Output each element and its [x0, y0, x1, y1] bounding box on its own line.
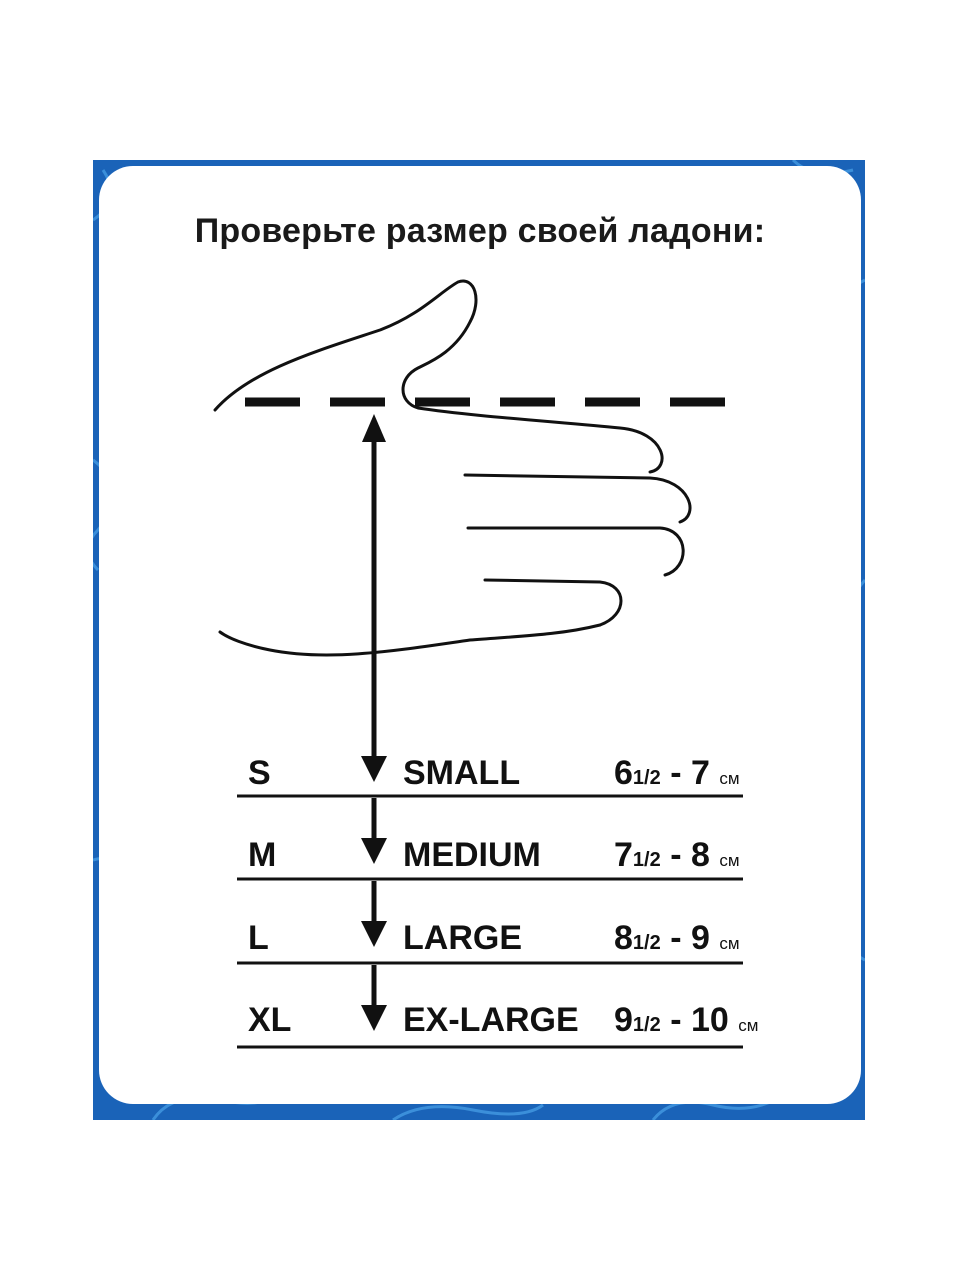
- size-code: XL: [248, 1001, 292, 1039]
- hand-outline-top: [215, 281, 662, 472]
- range-unit: см: [719, 769, 740, 788]
- range-from: 9: [614, 1001, 633, 1039]
- size-range: [614, 1003, 758, 1037]
- palm-bottom: [220, 625, 600, 655]
- range-to: 10: [690, 1001, 729, 1039]
- arrow-head-s: [361, 756, 387, 782]
- range-dash: -: [670, 836, 682, 874]
- finger-index: [465, 475, 690, 522]
- range-unit: см: [738, 1016, 759, 1035]
- range-dash: -: [670, 919, 682, 957]
- size-code: S: [248, 754, 271, 792]
- size-range: [614, 756, 740, 790]
- range-from: 8: [614, 919, 633, 957]
- size-name: SMALL: [403, 754, 521, 792]
- range-fraction: 1/2: [632, 767, 661, 789]
- range-from: 7: [614, 836, 633, 874]
- arrow-head-xl: [361, 1005, 387, 1031]
- range-unit: см: [719, 934, 740, 953]
- range-dash: -: [670, 754, 682, 792]
- range-to: 9: [690, 919, 710, 957]
- size-name: EX-LARGE: [403, 1001, 579, 1039]
- size-code: M: [248, 836, 277, 874]
- range-from: 6: [614, 754, 633, 792]
- arrow-head-up: [362, 414, 386, 442]
- range-unit: см: [719, 851, 740, 870]
- range-to: 7: [690, 754, 710, 792]
- finger-ring: [485, 580, 621, 625]
- size-name: LARGE: [403, 919, 522, 957]
- size-range: [614, 921, 740, 955]
- range-fraction: 1/2: [632, 1014, 661, 1036]
- arrow-head-m: [361, 838, 387, 864]
- range-to: 8: [690, 836, 710, 874]
- range-fraction: 1/2: [632, 849, 661, 871]
- range-dash: -: [670, 1001, 682, 1039]
- size-code: L: [248, 919, 269, 957]
- size-name: MEDIUM: [403, 836, 541, 874]
- finger-middle: [468, 528, 683, 575]
- size-range: [614, 838, 740, 872]
- page-title: Проверьте размер своей ладони:: [194, 212, 766, 250]
- arrow-head-l: [361, 921, 387, 947]
- range-fraction: 1/2: [632, 932, 661, 954]
